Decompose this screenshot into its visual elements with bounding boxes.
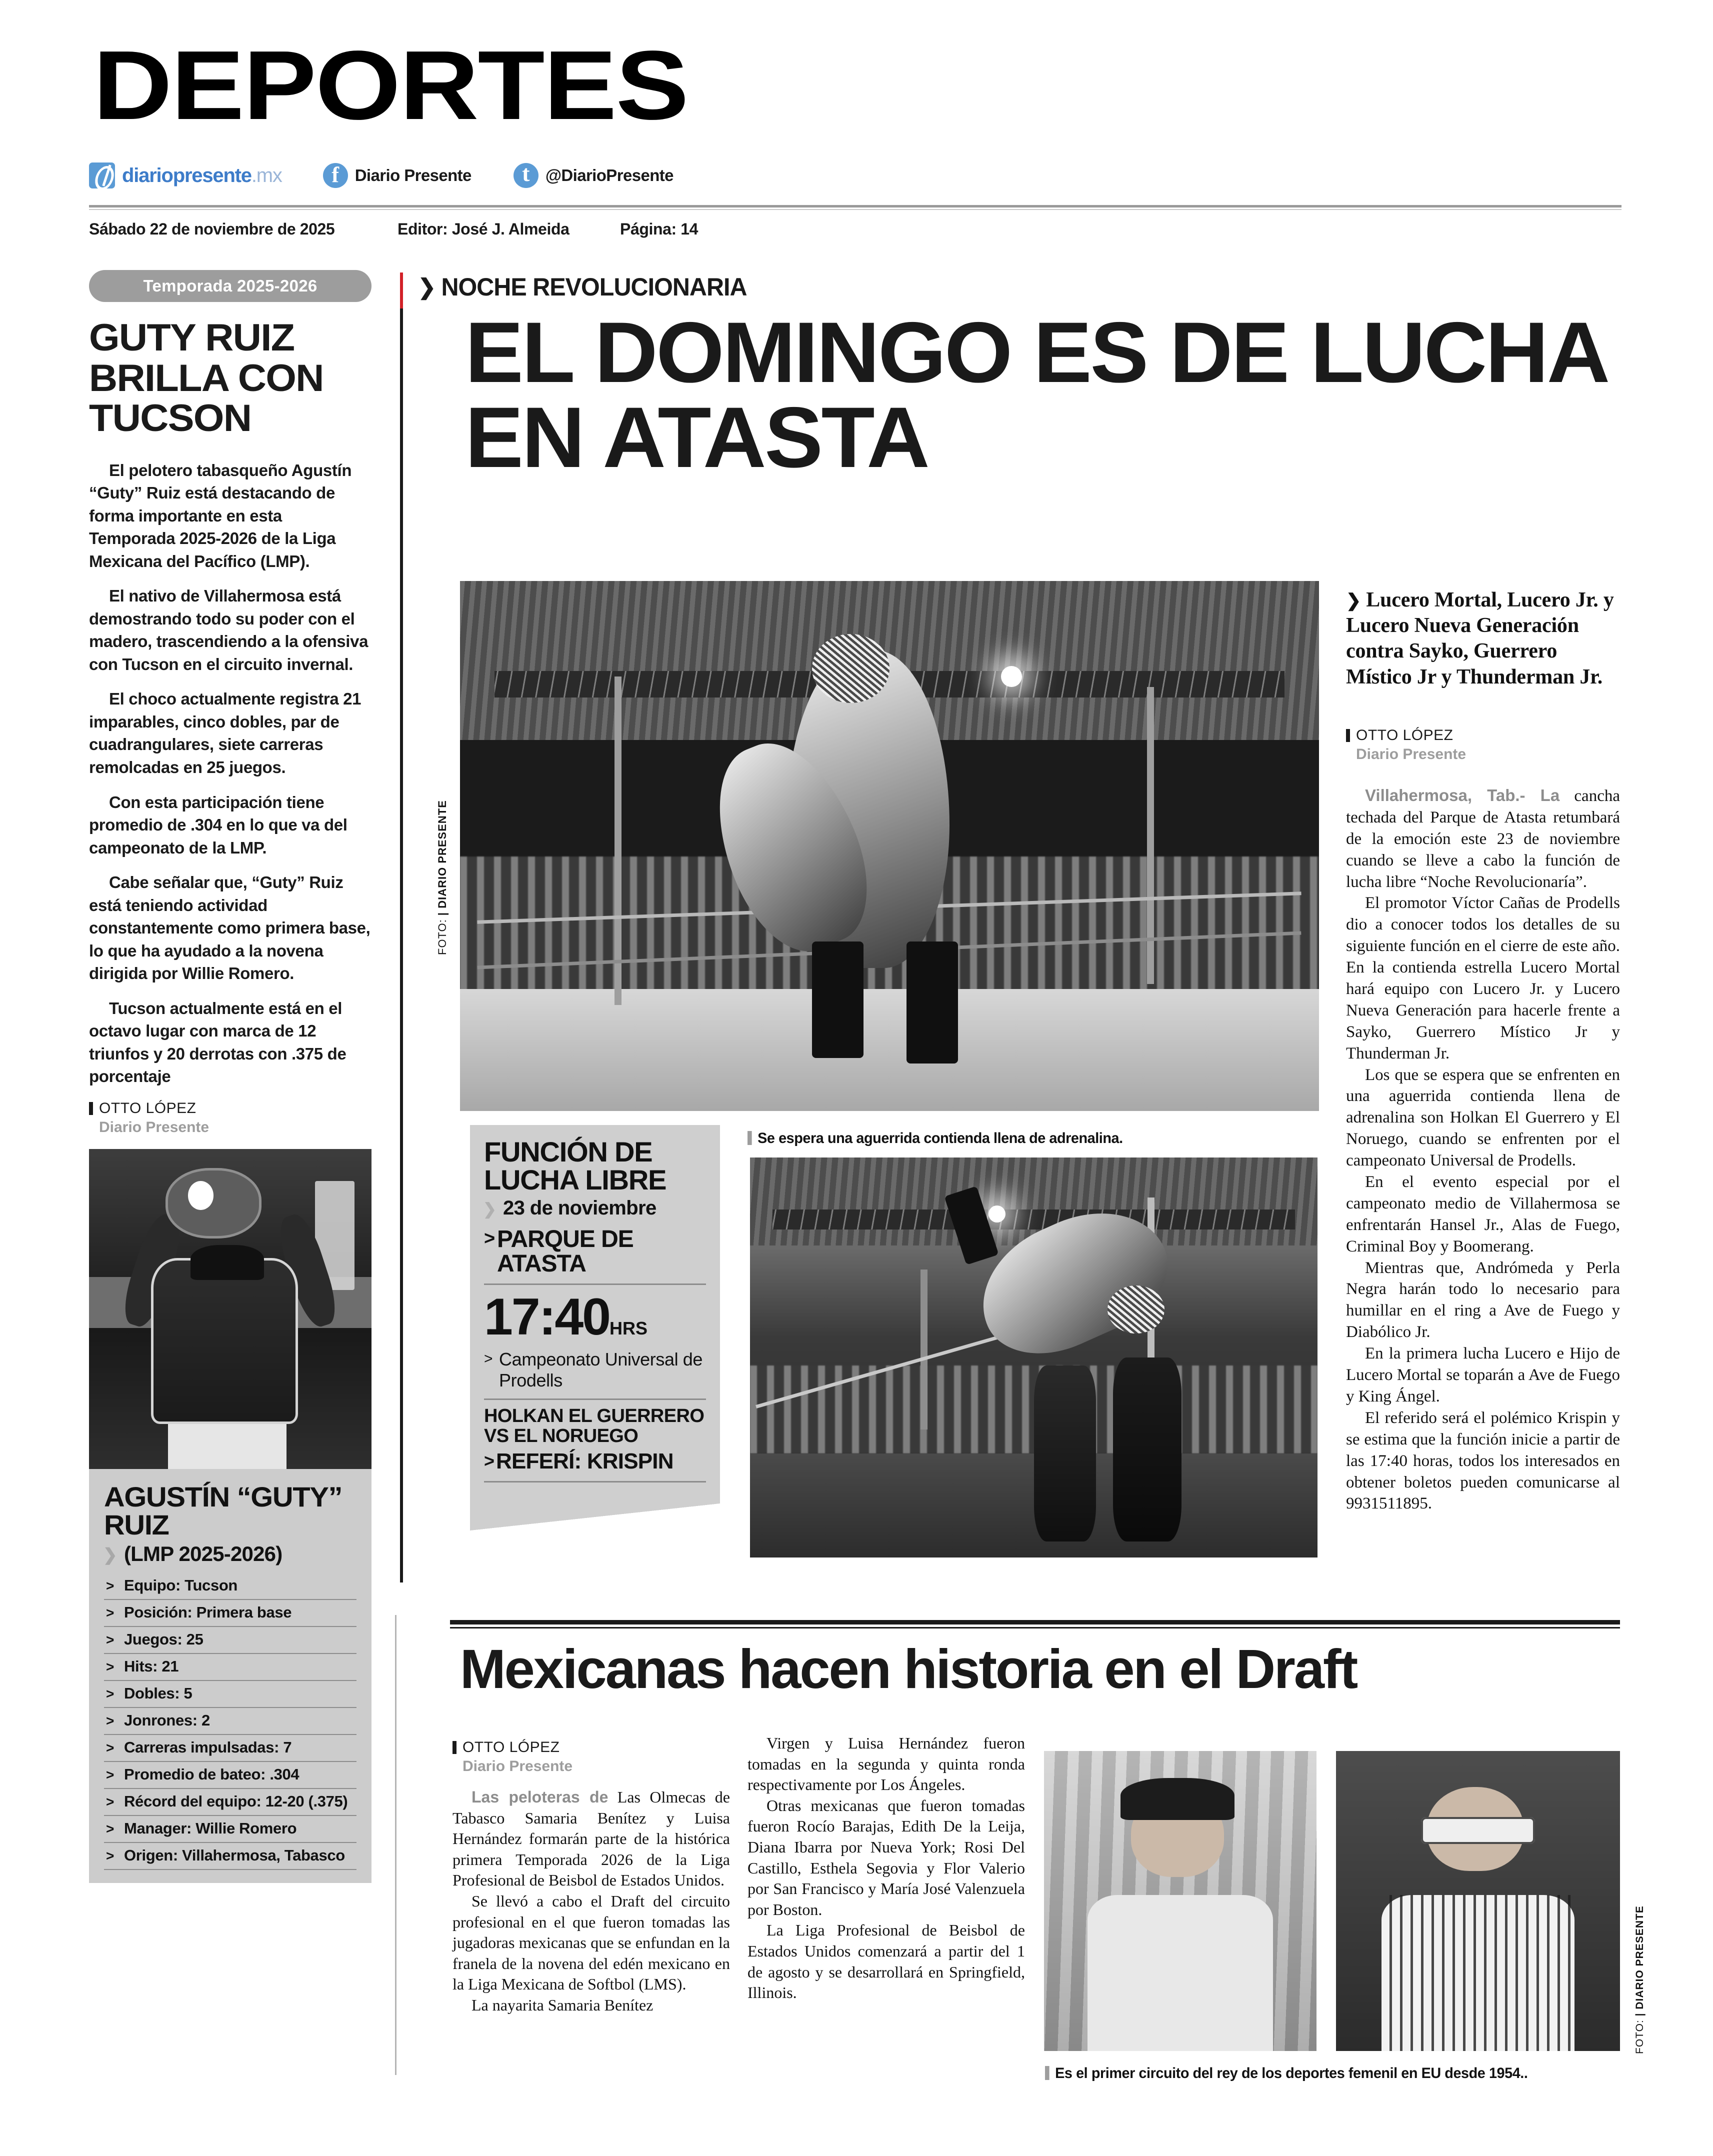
page-number: Página: 14 xyxy=(620,220,698,238)
accent-rule xyxy=(400,272,403,308)
chevron-right-icon: ❯ xyxy=(483,1200,496,1218)
main-kicker: ❯ NOCHE REVOLUCIONARIA xyxy=(418,273,747,301)
facebook-icon xyxy=(323,163,348,188)
main-deck: ❯ Lucero Mortal, Lucero Jr. y Lucero Nueva Generación contra Sayko, Guerrero Místico Jr y Thunderman Jr. xyxy=(1346,588,1614,688)
chevron-right-icon: > xyxy=(106,1658,114,1674)
chevron-right-icon: > xyxy=(484,1350,493,1367)
chevron-right-icon: > xyxy=(106,1712,114,1728)
chevron-right-icon: > xyxy=(106,1740,114,1756)
chevron-right-icon: > xyxy=(106,1578,114,1594)
byline-author: OTTO LÓPEZ xyxy=(1356,727,1454,744)
chevron-right-icon: > xyxy=(106,1848,114,1864)
paragraph: Virgen y Luisa Hernández fueron tomadas en la segunda y quinta ronda respectivamente por Los Ángeles. xyxy=(748,1734,1025,1794)
byline-outlet: Diario Presente xyxy=(99,1118,210,1136)
photo-art xyxy=(750,1158,1318,1558)
column-divider xyxy=(400,272,403,1582)
chevron-right-icon: ❯ xyxy=(1346,590,1361,610)
sidebar-paragraph: Cabe señalar que, “Guty” Ruiz está teniendo actividad constantemente como primera base, lo que ha ayudado a la novena dirigida por Willie Romero. xyxy=(89,873,370,983)
sidebar-paragraph: El pelotero tabasqueño Agustín “Guty” Ruiz está destacando de forma importante en esta Temporada 2025-2026 de la Liga Mexicana del Pacífico (LMP). xyxy=(89,460,352,570)
chevron-right-icon: > xyxy=(106,1604,114,1620)
stats-title: AGUSTÍN “GUTY” RUIZ xyxy=(104,1480,342,1540)
site-logo[interactable] xyxy=(89,162,282,188)
photo-guty-ruiz xyxy=(89,1149,372,1469)
byline-author: OTTO LÓPEZ xyxy=(99,1100,196,1116)
photo-art xyxy=(1044,1751,1316,2051)
list-item: > Récord del equipo: 12-20 (.375) xyxy=(104,1789,356,1816)
bottom-left-divider xyxy=(395,1615,396,2075)
chevron-right-icon: > xyxy=(106,1794,114,1810)
masthead xyxy=(0,0,1713,250)
main-body-text xyxy=(1346,785,1620,1514)
sidebar-headline: GUTY RUIZ BRILLA CON TUCSON xyxy=(89,316,324,440)
bottom-story-rule xyxy=(450,1620,1620,1624)
player-stats-box xyxy=(89,1469,372,1883)
event-title: FUNCIÓN DE LUCHA LIBRE xyxy=(484,1136,666,1196)
twitter-link[interactable] xyxy=(514,163,674,188)
event-date: ❯ 23 de noviembre xyxy=(483,1197,656,1219)
photo-lucha-libre-secondary xyxy=(750,1158,1318,1558)
bottom-byline xyxy=(452,1739,572,1775)
list-item: > Dobles: 5 xyxy=(104,1681,356,1708)
byline-bar-icon xyxy=(1346,729,1350,742)
event-referee: > REFERÍ: KRISPIN xyxy=(484,1449,674,1474)
paragraph: Las peloteras de Las Olmecas de Tabasco Samaria Benítez y Luisa Hernández formarán parte de la histórica primera Temporada 2026 de la Liga Profesional de Beisbol de Estados Unidos. xyxy=(452,1788,730,1890)
paragraph: La nayarita Samaria Benítez xyxy=(472,1996,654,2014)
sidebar-body xyxy=(89,459,372,1088)
paragraph: El referido será el polémico Krispin y se estima que la función inicie a partir de las 17:40 horas, todos los interesados en obtener boletos pueden comunicarse al 9931511895. xyxy=(1346,1408,1620,1513)
list-item: > Posición: Primera base xyxy=(104,1600,356,1627)
byline-author: OTTO LÓPEZ xyxy=(462,1739,560,1756)
dateline-row xyxy=(89,220,1622,244)
chevron-right-icon: > xyxy=(106,1766,114,1782)
photo-caption-main: Se espera una aguerrida contienda llena de adrenalina. xyxy=(748,1129,1294,1147)
main-headline: EL DOMINGO ES DE LUCHA EN ATASTA xyxy=(465,304,1606,486)
facebook-link[interactable] xyxy=(323,163,472,188)
photo-luisa-hernandez xyxy=(1336,1751,1620,2051)
event-info-box xyxy=(470,1125,720,1504)
paragraph: La Liga Profesional de Beisbol de Estados Unidos comenzará a partir del 1 de agosto y se desarrollará en Springfield, Illinois. xyxy=(748,1921,1025,2002)
left-sidebar-article xyxy=(89,270,399,1883)
event-time: 17:40HRS xyxy=(484,1288,648,1346)
paragraph: En la primera lucha Lucero e Hijo de Lucero Mortal se toparán a Ave de Fuego y King Ángel. xyxy=(1346,1344,1620,1406)
list-item: > Equipo: Tucson xyxy=(104,1573,356,1600)
sidebar-byline xyxy=(89,1100,399,1136)
photo-art xyxy=(1336,1751,1620,2051)
masthead-rule-thin xyxy=(89,209,1622,210)
facebook-label: Diario Presente xyxy=(354,166,472,184)
sidebar-paragraph: Con esta participación tiene promedio de .304 en lo que va del campeonato de la LMP. xyxy=(89,792,348,857)
divider xyxy=(484,1398,706,1400)
byline-outlet: Diario Presente xyxy=(1356,746,1466,762)
paragraph: Mientras que, Andrómeda y Perla Negra harán todo lo necesario para humillar en el ring a Ave de Fuego y Diabólico Jr. xyxy=(1346,1258,1620,1342)
list-item: > Origen: Villahermosa, Tabasco xyxy=(104,1843,356,1870)
chevron-right-icon: ❯ xyxy=(418,274,436,300)
editor-name: Editor: José J. Almeida xyxy=(398,220,570,238)
bottom-body-column-1 xyxy=(452,1787,730,2016)
masthead-rule-thick xyxy=(89,205,1622,208)
photo-credit-bottom: FOTO: | DIARIO PRESENTE xyxy=(1634,1906,1646,2054)
bottom-story-rule-thin xyxy=(450,1627,1620,1628)
list-item: > Juegos: 25 xyxy=(104,1627,356,1654)
twitter-label: @DiarioPresente xyxy=(545,166,674,184)
byline-bar-icon xyxy=(89,1102,93,1115)
paragraph: El promotor Víctor Cañas de Prodells dio a conocer todos los detalles de su siguiente función en el cierre de este año. En la contienda estrella Lucero Mortal hará equipo con Lucero Jr. y Lucero Nueva Generación para hacerle frente a Sayko, Guerrero Místico Jr y Thunderman Jr. xyxy=(1346,894,1620,1062)
site-logo-label: diariopresente.mx xyxy=(122,164,282,186)
sidebar-paragraph: El nativo de Villahermosa está demostrando todo su poder con el madero, trascendiendo a la ofensiva con Tucson en el circuito invernal. xyxy=(89,586,368,674)
caption-bar-icon xyxy=(1045,2066,1050,2080)
photo-samaria-benitez xyxy=(1044,1751,1316,2051)
photo-credit-main: FOTO: | DIARIO PRESENTE xyxy=(436,800,448,955)
list-item: > Manager: Willie Romero xyxy=(104,1816,356,1843)
bottom-body-column-2 xyxy=(748,1733,1025,2004)
bottom-headline: Mexicanas hacen historia en el Draft xyxy=(460,1638,1357,1700)
caption-bar-icon xyxy=(748,1131,752,1145)
stats-subtitle: ❯ (LMP 2025-2026) xyxy=(103,1542,282,1566)
list-item: > Jonrones: 2 xyxy=(104,1708,356,1735)
twitter-icon xyxy=(514,163,538,188)
sidebar-paragraph: Tucson actualmente está en el octavo lugar con marca de 12 triunfos y 20 derrotas con .375 de porcentaje xyxy=(89,998,346,1086)
chevron-right-icon: > xyxy=(106,1686,114,1702)
paragraph: Se llevó a cabo el Draft del circuito profesional en el que fueron tomadas las jugadoras mexicanas que se enfundan en la franela de la novena del edén mexicano en la Liga Mexicana de Softbol (LMS). xyxy=(452,1892,730,1994)
diariopresente-logo-icon xyxy=(89,162,115,188)
paragraph: Los que se espera que se enfrenten en una aguerrida contienda llena de adrenalina son Holkan El Guerrero y El Noruego, cuando se enfrenten por el campeonato Universal de Prodells. xyxy=(1346,1066,1620,1170)
photo-art xyxy=(460,581,1319,1111)
list-item: > Hits: 21 xyxy=(104,1654,356,1681)
photo-art xyxy=(89,1149,372,1469)
event-venue: > PARQUE DE ATASTA xyxy=(484,1226,634,1277)
main-byline xyxy=(1346,727,1466,763)
paragraph: Villahermosa, Tab.- La cancha techada del Parque de Atasta retumbará de la emoción este 23 de noviembre cuando se lleve a cabo la función de lucha libre “Noche Revolucionaría”. xyxy=(1346,786,1620,891)
photo-lucha-libre-main xyxy=(460,581,1319,1111)
chevron-right-icon: > xyxy=(484,1450,494,1472)
byline-bar-icon xyxy=(452,1741,456,1754)
photo-caption-bottom: Es el primer circuito del rey de los deportes femenil en EU desde 1954.. xyxy=(1045,2064,1597,2082)
event-championship: > Campeonato Universal de Prodells xyxy=(484,1348,703,1391)
sidebar-paragraph: El choco actualmente registra 21 imparables, cinco dobles, par de cuadrangulares, siete carreras remolcadas en 25 juegos. xyxy=(89,690,362,777)
paragraph: En el evento especial por el campeonato medio de Villahermosa se enfrentarán Hansel Jr., Alas de Fuego, Criminal Boy y Boomerang. xyxy=(1346,1173,1620,1256)
list-item: > Carreras impulsadas: 7 xyxy=(104,1735,356,1762)
social-row xyxy=(89,162,716,188)
season-badge: Temporada 2025-2026 xyxy=(89,270,372,302)
list-item: > Promedio de bateo: .304 xyxy=(104,1762,356,1789)
section-title: DEPORTES xyxy=(93,30,688,140)
chevron-right-icon: > xyxy=(106,1820,114,1836)
byline-outlet: Diario Presente xyxy=(462,1758,573,1774)
event-main-match: HOLKAN EL GUERRERO VS EL NORUEGO xyxy=(484,1405,704,1447)
chevron-right-icon: ❯ xyxy=(103,1545,117,1564)
stats-list xyxy=(104,1573,356,1870)
divider xyxy=(484,1284,706,1285)
divider xyxy=(484,1481,706,1482)
paragraph: Otras mexicanas que fueron tomadas fueron Rocío Barajas, Edith De la Leija, Diana Ibarra por Nueva York; Rosi Del Castillo, Esthela Segovia y Flor Valerio por San Francisco y María José Valenzuela por Boston. xyxy=(748,1796,1025,1918)
chevron-right-icon: > xyxy=(484,1228,495,1249)
chevron-right-icon: > xyxy=(106,1632,114,1648)
publication-date: Sábado 22 de noviembre de 2025 xyxy=(89,220,335,238)
